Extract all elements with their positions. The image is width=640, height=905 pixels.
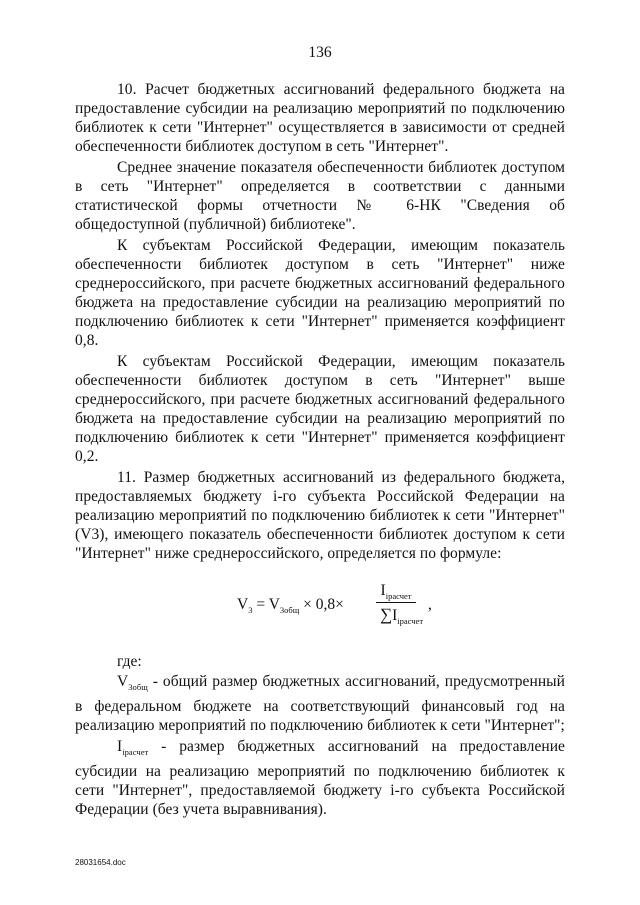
def-sub-i: iрасчет: [122, 747, 149, 757]
formula-denominator: [380, 603, 424, 627]
formula-v-total-sub: 3общ: [279, 605, 300, 615]
def-symbol-v: V: [117, 673, 129, 690]
formula-num-symbol: I: [380, 582, 386, 599]
definitions: [75, 652, 565, 821]
formula-num-sub: iрасчет: [385, 591, 412, 601]
formula-comma: ,: [428, 596, 432, 613]
footer-filename: 28031654.doc: [75, 858, 126, 867]
formula-v-total: V: [268, 596, 280, 613]
paragraph-coefficient-below: К субъектам Российской Федерации, имеющим показатель обеспеченности библиотек доступом в сеть "Интернет" ниже среднероссийского, при расчете бюджетных ассигнований федерального бюджета на предоставление субсидии на реализацию мероприятий по подключению библиотек к сети "Интернет" применяется коэффициент 0,8.: [75, 237, 565, 349]
formula-times-1: ×: [303, 596, 312, 613]
definition-v3-total: [75, 672, 565, 735]
formula-numerator: [380, 580, 412, 602]
formula-times-2: ×: [335, 596, 344, 613]
document-body: [75, 80, 565, 565]
formula-coef: 0,8: [315, 596, 336, 613]
page-number: 136: [308, 44, 332, 61]
formula-den-symbol: I: [392, 607, 398, 624]
formula: [0, 580, 640, 640]
def-text-v: - общий размер бюджетных ассигнований, предусмотренный в федеральном бюджете на соответствующий финансовый год на реализацию мероприятий по подключению библиотек к сети "Интернет";: [75, 673, 565, 734]
paragraph-11: 11. Размер бюджетных ассигнований из федерального бюджета, предоставляемых бюджету i-го субъекта Российской Федерации на реализацию мероприятий по подключению библиотек к сети "Интернет" (V3), имеющего показатель обеспеченности библиотек доступом к сети "Интернет" ниже среднероссийского, определяется по формуле:: [75, 469, 565, 562]
formula-left: [237, 596, 344, 615]
sigma-symbol: ∑: [380, 605, 393, 624]
formula-lhs: V: [237, 596, 249, 613]
formula-lhs-sub: 3: [248, 605, 253, 615]
paragraph-coefficient-above: К субъектам Российской Федерации, имеющим показатель обеспеченности библиотек доступом в сеть "Интернет" выше среднероссийского, при расчете бюджетных ассигнований федерального бюджета на предоставление субсидии на реализацию мероприятий по подключению библиотек к сети "Интернет" применяется коэффициент 0,2.: [75, 353, 565, 465]
formula-fraction: [380, 580, 424, 627]
paragraph-average-value: Среднее значение показателя обеспеченности библиотек доступом в сеть "Интернет" определяется в соответствии с данными статистической формы отчетности № 6-НК "Сведения об общедоступной (публичной) библиотеке".: [75, 159, 565, 233]
def-sub-v: 3общ: [128, 682, 148, 692]
formula-eq: =: [256, 596, 266, 613]
paragraph-10: 10. Расчет бюджетных ассигнований федерального бюджета на предоставление субсидии на реализацию мероприятий по подключению библиотек к сети "Интернет" осуществляется в зависимости от средней обеспеченности библиотек доступом в сеть "Интернет".: [75, 81, 565, 155]
def-symbol-i: I: [117, 738, 123, 755]
def-text-i: - размер бюджетных ассигнований на предоставление субсидии на реализацию мероприятий по подключению библиотек к сети "Интернет", предоставляемой бюджету i-го субъекта Российской Федерации (без учета выравнивания).: [75, 738, 565, 818]
definition-i-calc: [75, 737, 565, 819]
where-label: где:: [117, 653, 142, 670]
formula-den-sub: iрасчет: [397, 616, 424, 626]
